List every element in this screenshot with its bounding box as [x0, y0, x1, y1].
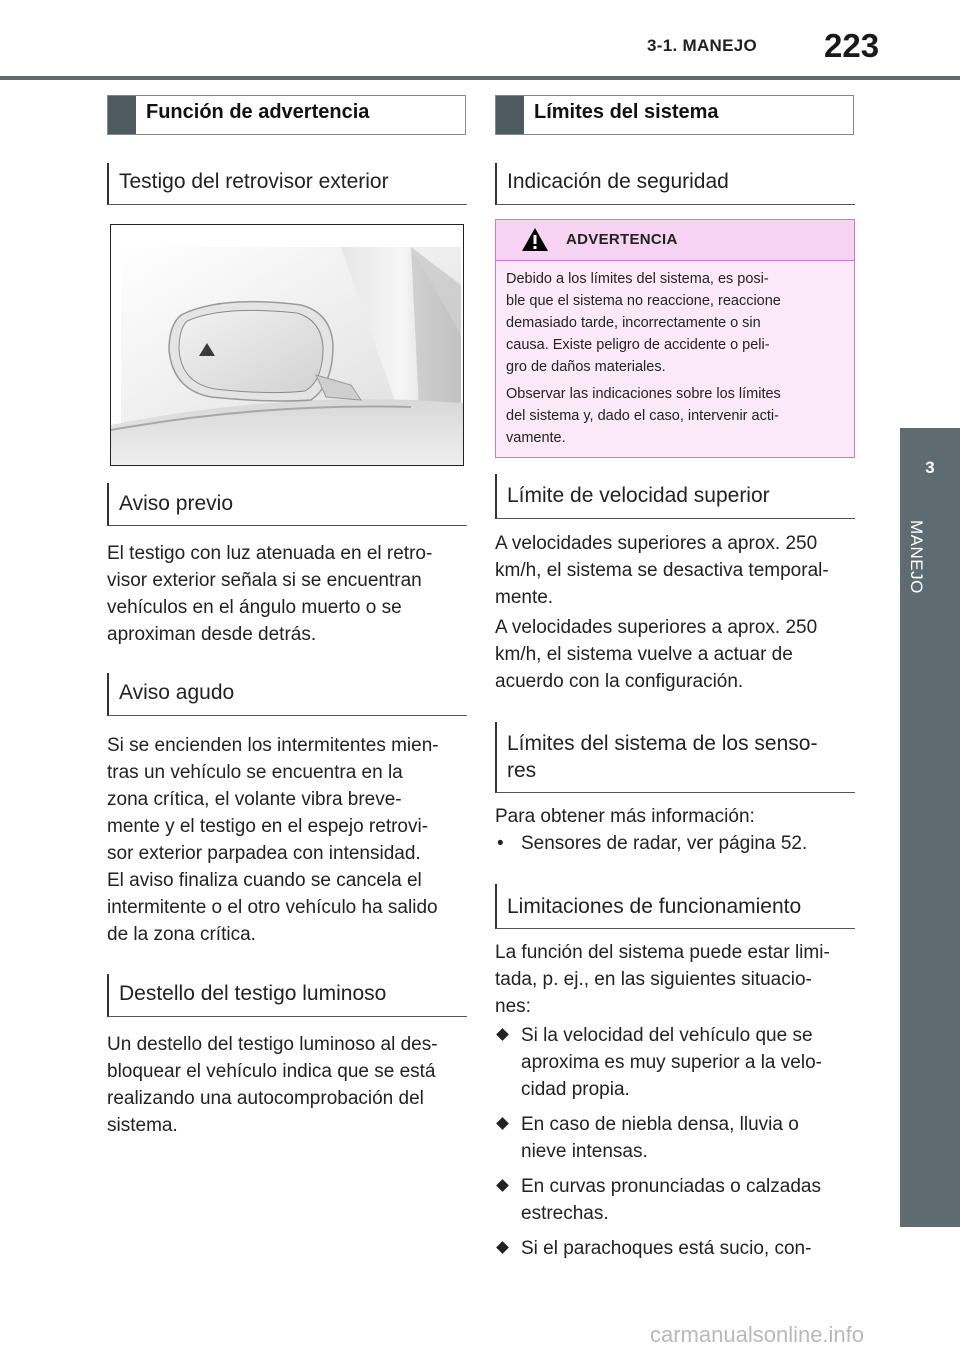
paragraph-velocidad-1	[495, 530, 857, 611]
text-line: sistema.	[107, 1115, 178, 1136]
subhead-text: Destello del testigo luminoso	[119, 982, 387, 1005]
chapter-tab-strip	[900, 512, 960, 1227]
warning-title: ADVERTENCIA	[566, 231, 678, 248]
text-line: Observar las indicaciones sobre los límites	[506, 386, 781, 402]
subhead-text: Aviso agudo	[119, 681, 235, 704]
text-line: km/h, el sistema vuelve a actuar de	[495, 644, 793, 665]
chapter-label	[902, 520, 942, 610]
subhead-limitaciones	[495, 884, 855, 929]
text-line: Si se encienden los intermitentes mien-	[107, 735, 439, 756]
text-line: intermitente o el otro vehículo ha salido	[107, 897, 438, 918]
subhead-sensores	[495, 722, 855, 793]
text-line: vehículos en el ángulo muerto o se	[107, 597, 402, 618]
text-line: ble que el sistema no reaccione, reaccione	[506, 293, 781, 309]
text-line: Un destello del testigo luminoso al des-	[107, 1034, 438, 1055]
text-line: tras un vehículo se encuentra en la	[107, 762, 403, 783]
text-line: bloquear el vehículo indica que se está	[107, 1061, 436, 1082]
link-text[interactable]: Sensores de radar, ver página 52.	[521, 833, 808, 854]
text-line: nieve intensas.	[521, 1141, 648, 1162]
diamond-bullet-icon	[496, 1241, 509, 1254]
diamond-bullet-icon	[496, 1179, 509, 1192]
text-line: km/h, el sistema se desactiva temporal-	[495, 560, 829, 581]
heading-bar	[496, 96, 524, 134]
subhead-text	[507, 730, 817, 784]
header-rule	[0, 76, 960, 80]
chapter-label-text: MANEJO	[907, 520, 926, 594]
text-line: Para obtener más información:	[495, 806, 755, 827]
paragraph-aviso-previo	[107, 540, 467, 648]
diamond-bullet-icon	[496, 1117, 509, 1130]
text-line: res	[507, 759, 537, 782]
subhead-text: Limitaciones de funcionamiento	[507, 895, 802, 918]
text-line: En curvas pronunciadas o calzadas	[521, 1176, 821, 1197]
paragraph-destello	[107, 1031, 467, 1139]
bullet: •	[497, 833, 504, 854]
subhead-indicacion	[495, 163, 855, 205]
text-line: estrechas.	[521, 1203, 609, 1224]
diamond-bullet-icon	[496, 1028, 509, 1041]
text-line: realizando una autocomprobación del	[107, 1088, 424, 1109]
chapter-tab	[900, 428, 960, 512]
list-item	[495, 830, 857, 857]
list-item	[495, 1173, 857, 1227]
text-line: nes:	[495, 996, 531, 1017]
subhead-testigo	[107, 163, 467, 205]
text-line: cidad propia.	[521, 1079, 630, 1100]
text-line: aproxima es muy superior a la velo-	[521, 1052, 822, 1073]
list-item	[495, 1235, 857, 1262]
warning-triangle-icon	[521, 227, 549, 252]
sensores-list	[495, 830, 857, 857]
list-item	[495, 1022, 857, 1103]
limitaciones-list	[495, 1022, 857, 1270]
paragraph-velocidad-2	[495, 614, 857, 695]
subhead-velocidad	[495, 474, 855, 519]
text-line: acuerdo con la configuración.	[495, 671, 744, 692]
text-line: sor exterior parpadea con intensidad.	[107, 843, 421, 864]
text-line: El aviso finaliza cuando se cancela el	[107, 870, 422, 891]
list-item	[495, 1111, 857, 1165]
box-heading-funcion	[107, 95, 466, 135]
section-title: 3-1. MANEJO	[647, 36, 758, 55]
text-line: A velocidades superiores a aprox. 250	[495, 533, 818, 554]
subhead-text: Límite de velocidad superior	[507, 484, 770, 507]
text-line: tada, p. ej., en las siguientes situacio-	[495, 969, 812, 990]
warning-box	[495, 219, 855, 458]
text-line: demasiado tarde, incorrectamente o sin	[506, 315, 761, 331]
text-line: gro de daños materiales.	[506, 359, 666, 375]
text-line: Si el parachoques está sucio, con-	[521, 1238, 812, 1259]
text-line: zona crítica, el volante vibra breve-	[107, 789, 402, 810]
warning-header	[496, 220, 854, 261]
text-line: La función del sistema puede estar limi-	[495, 942, 830, 963]
warning-paragraph-1	[506, 268, 846, 378]
subhead-destello	[107, 974, 467, 1017]
text-line: visor exterior señala si se encuentran	[107, 570, 422, 591]
text-line: A velocidades superiores a aprox. 250	[495, 617, 818, 638]
text-line: En caso de niebla densa, lluvia o	[521, 1114, 799, 1135]
text-line: aproximan desde detrás.	[107, 624, 317, 645]
paragraph-limitaciones	[495, 939, 857, 1020]
paragraph-aviso-agudo-2	[107, 867, 467, 948]
text-line: mente.	[495, 587, 554, 608]
text-line: causa. Existe peligro de accidente o peli-	[506, 337, 770, 353]
text-line: del sistema y, dado el caso, intervenir acti-	[506, 408, 779, 424]
text-line: vamente.	[506, 430, 566, 446]
heading-bar	[108, 96, 136, 134]
subhead-text: Testigo del retrovisor exterior	[119, 170, 389, 193]
mirror-figure	[110, 224, 464, 466]
mirror-illustration	[111, 225, 463, 465]
text-line: de la zona crítica.	[107, 924, 256, 945]
warning-paragraph-2	[506, 383, 846, 449]
box-heading-text: Función de advertencia	[146, 101, 370, 123]
text-line: mente y el testigo en el espejo retrovi-	[107, 816, 429, 837]
text-line: Límites del sistema de los senso-	[507, 732, 818, 755]
text-line: Debido a los límites del sistema, es posi-	[506, 271, 769, 287]
subhead-aviso-agudo	[107, 673, 467, 716]
paragraph-aviso-agudo-1	[107, 732, 467, 867]
warning-body	[506, 268, 846, 454]
page-number: 223	[824, 27, 880, 64]
watermark: carmanualsonline.info	[650, 1322, 865, 1347]
paragraph-sensores	[495, 803, 857, 830]
box-heading-text: Límites del sistema	[534, 101, 719, 123]
text-line: El testigo con luz atenuada en el retro-	[107, 543, 433, 564]
subhead-aviso-previo	[107, 483, 467, 526]
text-line: Si la velocidad del vehículo que se	[521, 1025, 813, 1046]
chapter-number: 3	[925, 458, 935, 477]
subhead-text: Indicación de seguridad	[507, 170, 729, 193]
box-heading-limites	[495, 95, 854, 135]
subhead-text: Aviso previo	[119, 492, 234, 515]
